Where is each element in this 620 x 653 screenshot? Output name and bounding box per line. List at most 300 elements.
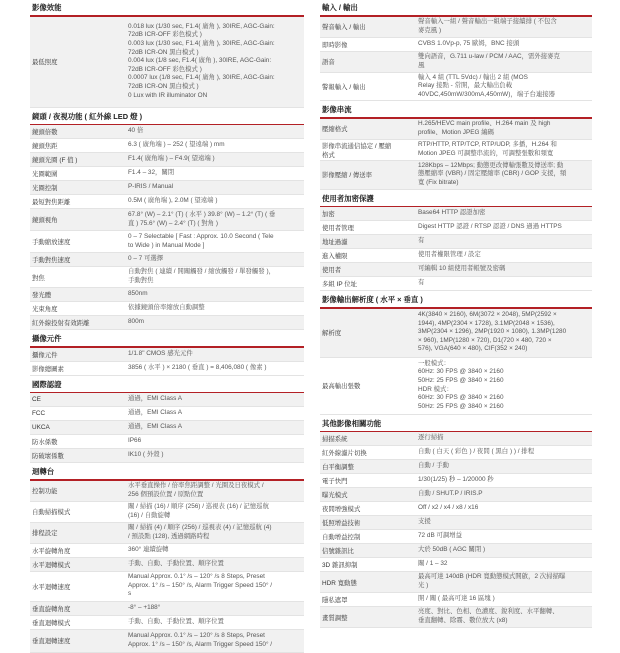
spec-label-text: 使用者	[322, 267, 342, 275]
spec-row	[320, 530, 592, 544]
spec-value	[126, 302, 304, 315]
spec-row	[30, 153, 304, 167]
spec-label-text: 排程設定	[32, 530, 58, 537]
spec-value-text: F1.4 – 32，關閉	[128, 169, 175, 177]
spec-value-text: -8° – +188°	[128, 603, 161, 611]
spec-row	[320, 488, 592, 502]
spec-value-text: 最高可達 140dB (HDR 寬動態模式開啟，2 次掃描曝 光 )	[418, 573, 566, 590]
spec-label-text: 鏡頭焦距	[32, 143, 58, 150]
spec-label-text: HDR 寬動態	[322, 579, 357, 587]
spec-row	[320, 516, 592, 530]
spec-label-text: 防水係數	[32, 439, 58, 446]
spec-label-text: 鏡頭光圈 (F 值 )	[32, 157, 78, 164]
spec-label-text: 最低照度	[32, 59, 58, 66]
spec-label-text: 白平衡調整	[322, 464, 354, 472]
spec-value-text: 0.5M ( 廣角端 ), 2.0M ( 望遠端 )	[128, 197, 218, 205]
spec-row	[30, 253, 304, 267]
spec-value-text: 3856 ( 水平 ) × 2180 ( 垂直 ) = 8,406,080 ( 像素 )	[128, 363, 267, 371]
spec-row	[30, 523, 304, 544]
spec-value-text: 有	[418, 279, 425, 287]
spec-label-text: 3D 雜訊抑制	[322, 562, 358, 570]
spec-label	[320, 249, 416, 262]
spec-value-text: CVBS 1.0Vp-p, 75 歐姆，BNC 接頭	[418, 39, 520, 47]
spec-row	[30, 602, 304, 616]
spec-value-text: Manual Approx. 0.1° /s – 120° /s 8 Steps, Preset Approx. 1° /s – 150° /s, Alarm Trigger Speed 150° /	[128, 631, 273, 648]
spec-row	[30, 125, 304, 139]
spec-label	[30, 209, 126, 230]
spec-value-text: 一般模式： 60Hz: 30 FPS @ 3840 × 2160 50Hz: 25 FPS @ 3840 × 2160 HDR 模式： 60Hz: 30 FPS @ 3840 × 2160 50Hz: 25 FPS @ 3840 × 2160	[418, 359, 504, 410]
spec-label-text: 鏡頭倍數	[32, 129, 58, 136]
spec-value	[416, 235, 592, 248]
spec-row	[30, 449, 304, 463]
spec-value-text: 依據鏡頭倍率縮放自動調整	[128, 304, 205, 312]
spec-value	[126, 139, 304, 152]
spec-label-text: 加密	[322, 211, 335, 219]
spec-row	[30, 209, 304, 231]
spec-label	[320, 207, 416, 220]
spec-label	[320, 432, 416, 445]
spec-value	[416, 530, 592, 543]
spec-value	[126, 231, 304, 252]
spec-value-text: 開 / 關 ( 最高可達 16 區塊 )	[418, 595, 495, 603]
spec-value	[416, 544, 592, 557]
spec-label	[30, 481, 126, 501]
spec-value-text: Digest HTTP 認證 / RTSP 認證 / DNS 過過 HTTPS	[418, 223, 562, 231]
spec-value	[126, 616, 304, 629]
spec-row	[320, 235, 592, 249]
spec-label-text: 壓縮格式	[322, 126, 348, 134]
section-title: 使用者加密保護	[322, 193, 374, 203]
spec-value-text: P-IRIS / Manual	[128, 183, 174, 191]
spec-label-text: 聲音輸入 / 輸出	[322, 24, 366, 31]
spec-value-text: 手動、自動、手動位置、順序位置	[128, 617, 224, 625]
spec-label-text: 水平迴轉模式	[32, 561, 71, 569]
spec-row	[30, 195, 304, 209]
spec-row	[30, 167, 304, 181]
spec-row	[30, 481, 304, 502]
spec-value-text: 手動、自動、手動位置、順序位置	[128, 559, 224, 567]
spec-label-text: 曝光模式	[322, 492, 348, 500]
spec-label	[320, 309, 416, 357]
spec-label-text: 對焦	[32, 274, 45, 282]
spec-value	[416, 488, 592, 501]
spec-value-text: 850nm	[128, 290, 148, 298]
spec-label	[30, 558, 126, 571]
spec-label	[30, 316, 126, 329]
spec-label	[320, 52, 416, 72]
spec-value	[416, 221, 592, 234]
spec-label	[320, 558, 416, 571]
spec-value	[126, 393, 304, 406]
spec-value	[126, 167, 304, 180]
section-title: 輸入 / 輸出	[322, 3, 358, 12]
spec-value-text: H.265/HEVC main profile、H.264 main 及 high profile、Motion JPEG 編碼	[418, 120, 551, 136]
spec-label-text: 地址過濾	[322, 239, 348, 247]
spec-label-text: 影像壓縮 / 傳送率	[322, 172, 373, 180]
spec-value	[416, 607, 592, 627]
spec-label-text: FCC	[32, 410, 46, 417]
spec-value	[126, 153, 304, 166]
spec-label-text: 攝像元件	[32, 351, 58, 359]
spec-value	[126, 209, 304, 230]
spec-value	[416, 309, 592, 357]
spec-label-text: 警報輸入 / 輸出	[322, 83, 366, 91]
spec-value	[416, 446, 592, 459]
spec-value-text: 67.8° (W) – 2.1° (T) ( 水平 ) 39.8° (W) – 1.2° (T) ( 垂 直 ) 75.6° (W) – 2.4° (T) ( 對角 )	[128, 210, 276, 227]
spec-value-text: 關 / 掃描 (4) / 順序 (256) / 巡視表 (4) / 記憶巡航 (4) / 預設點 (128), 透過網路時程	[128, 523, 272, 540]
spec-value	[126, 288, 304, 301]
spec-label-text: 語音	[322, 59, 335, 66]
spec-value	[126, 523, 304, 543]
spec-label	[30, 153, 126, 166]
spec-value	[126, 602, 304, 615]
spec-label-text: 紅外線濾片切換	[322, 450, 367, 458]
spec-value	[416, 474, 592, 487]
spec-value-text: 通過，EMI Class A	[128, 409, 182, 417]
section-title: 影像輸出解析度 ( 水平 × 垂直 )	[322, 295, 423, 305]
spec-label	[320, 572, 416, 592]
spec-label-text: 隱私遮罩	[322, 597, 348, 605]
spec-value-text: 800m	[128, 318, 144, 326]
spec-label-text: 紅外線投射有效距離	[32, 320, 90, 327]
spec-label	[320, 544, 416, 557]
spec-value-text: 輸入 4 組 (TTL 5Vdc) / 輸出 2 組 (MOS Relay 接點 - 常開，最大輸出負載 40VDC,450mW/300mA,450mW)，端子台連接器	[418, 73, 556, 98]
spec-label-text: 自動增益控制	[322, 534, 361, 542]
spec-row	[30, 616, 304, 630]
spec-row	[30, 630, 304, 653]
spec-label	[30, 253, 126, 266]
spec-row	[320, 52, 592, 73]
spec-label	[320, 263, 416, 276]
spec-value	[126, 558, 304, 571]
spec-row	[320, 249, 592, 263]
spec-value	[416, 516, 592, 529]
spec-label	[30, 181, 126, 194]
spec-row	[30, 407, 304, 421]
spec-label	[30, 139, 126, 152]
spec-label	[320, 161, 416, 189]
spec-value	[126, 630, 304, 652]
left-column	[30, 0, 304, 653]
spec-row	[30, 502, 304, 523]
spec-label-text: 光圈範圍	[32, 171, 58, 178]
spec-value	[126, 362, 304, 375]
spec-label	[30, 630, 126, 652]
spec-value-text: 1/1.8" CMOS 感光元件	[128, 349, 193, 357]
spec-label-text: 使用者管理	[322, 225, 354, 233]
spec-label	[30, 267, 126, 287]
spec-row	[30, 348, 304, 362]
spec-label-text: 水平旋轉角度	[32, 547, 71, 555]
spec-label-text: 最高輸出張數	[322, 383, 361, 391]
spec-value-text: 1/30(1/25) 秒 – 1/20000 秒	[418, 476, 494, 484]
spec-row	[30, 288, 304, 302]
spec-row	[320, 593, 592, 607]
spec-label	[30, 544, 126, 557]
spec-value-text: 逐行掃描	[418, 434, 444, 442]
spec-label	[30, 435, 126, 448]
spec-value	[416, 558, 592, 571]
spec-label-text: 最短對焦距離	[32, 199, 71, 206]
spec-value-text: IP66	[128, 437, 142, 445]
spec-value-text: 大於 50dB ( AGC 關閉 )	[418, 546, 486, 554]
spec-row	[30, 316, 304, 330]
spec-label-text: 進入權限	[322, 253, 348, 261]
spec-value-text: 支援	[418, 518, 431, 526]
spec-label	[320, 358, 416, 414]
spec-label-text: 信號雜訊比	[322, 548, 354, 556]
spec-row	[320, 73, 592, 102]
spec-value	[416, 358, 592, 414]
spec-value	[416, 73, 592, 101]
spec-value	[126, 407, 304, 420]
spec-value	[416, 249, 592, 262]
spec-label	[30, 602, 126, 615]
spec-value	[126, 481, 304, 501]
section-title: 國際認證	[32, 379, 62, 389]
spec-value	[126, 435, 304, 448]
spec-label	[30, 572, 126, 601]
spec-value-text: 亮度、對比、色相、色濃度、銳利度、水平翻轉、 垂直翻轉、除霧、數位放大 (x8)	[418, 608, 559, 625]
spec-label-text: 畫質調整	[322, 614, 348, 622]
spec-label	[320, 235, 416, 248]
spec-value-text: 72 dB 可調增益	[418, 532, 463, 540]
spec-label-text: 發光體	[32, 292, 52, 299]
spec-row	[30, 181, 304, 195]
spec-label	[30, 407, 126, 420]
spec-label-text: 自動掃描模式	[32, 509, 71, 516]
spec-label	[320, 38, 416, 51]
spec-label	[30, 231, 126, 252]
spec-label	[320, 119, 416, 139]
spec-value-text: RTP/HTTP, RTP/TCP, RTP/UDP, 多播，H.264 和 Motion JPEG 可調整串流的，可調整張數和頻寬	[418, 141, 557, 157]
spec-value-text: IK10 ( 外殼 )	[128, 451, 164, 459]
spec-value-text: 6.3 ( 廣角端 ) – 252 ( 望遠端 ) mm	[128, 141, 225, 149]
spec-row	[320, 309, 592, 358]
spec-label	[30, 421, 126, 434]
spec-value	[416, 52, 592, 72]
spec-label	[320, 488, 416, 501]
spec-value	[126, 181, 304, 194]
spec-value-text: 通過，EMI Class A	[128, 423, 182, 431]
right-column	[320, 0, 592, 628]
spec-value-text: Base64 HTTP 認證加密	[418, 209, 486, 217]
spec-label-text: 控制功能	[32, 488, 58, 495]
spec-label-text: 垂直迴轉速度	[32, 638, 71, 645]
spec-row	[320, 277, 592, 291]
spec-row	[320, 17, 592, 38]
spec-value	[416, 432, 592, 445]
spec-value-text: 0.018 lux (1/30 sec, F1.4( 廣角 ), 30IRE, AGC-Gain: 72dB ICR-OFF 彩色模式 ) 0.003 lux (1/30 sec, F1.4( 廣角 ), 30IRE, AGC-Gain: 72dB ICR-ON 黑白模式 ) 0.004 lux (1/8 sec, F1.4( 廣角 ), 30IRE, AGC-Gain: 72dB ICR-OFF 彩色模式 ) 0.0007 lux (1/8 sec, F1.4( 廣角 ), 30IRE, AGC-Gain: 72dB ICR-ON 黑白模式 ) 0 Lux with IR illuminator ON	[128, 22, 275, 99]
spec-value-text: 可編輯 10 組使用者帳號及密碼	[418, 265, 506, 273]
spec-row	[320, 140, 592, 161]
spec-row	[30, 393, 304, 407]
spec-value	[126, 544, 304, 557]
spec-value	[126, 421, 304, 434]
spec-value-text: 雙向語音，G.711 u-law / PCM / AAC，需外接麥克 風	[418, 52, 560, 69]
spec-row	[320, 161, 592, 190]
spec-label	[320, 17, 416, 37]
spec-label-text: 影像串流通信協定 / 壓縮 格式	[322, 142, 392, 159]
spec-value-text: Off / x2 / x4 / x8 / x16	[418, 504, 479, 512]
spec-label-text: 水平迴轉速度	[32, 583, 71, 591]
section-title: 迴轉台	[32, 467, 55, 476]
spec-label	[320, 474, 416, 487]
spec-value-text: 有	[418, 237, 425, 245]
spec-value-text: 0 – 7 Selectable [ Fast : Approx. 10.0 Second ( Tele to Wide ) in Manual Mode ]	[128, 232, 274, 249]
spec-value	[416, 502, 592, 515]
spec-label	[30, 195, 126, 208]
spec-label	[320, 140, 416, 160]
spec-label-text: 手動縮放速度	[32, 239, 71, 246]
spec-value-text: 360° 連續旋轉	[128, 545, 169, 553]
spec-label	[320, 221, 416, 234]
spec-value	[416, 593, 592, 606]
spec-row	[30, 544, 304, 558]
spec-label	[320, 530, 416, 543]
spec-value	[416, 460, 592, 473]
spec-row	[320, 544, 592, 558]
spec-label	[30, 288, 126, 301]
spec-value-text: Manual Approx. 0.1° /s – 120° /s 8 Steps, Preset Approx. 1° /s – 150° /s, Alarm Trigger Speed 150° / s	[128, 573, 273, 598]
spec-row	[320, 572, 592, 593]
spec-label-text: 解析度	[322, 330, 342, 338]
spec-row	[320, 502, 592, 516]
spec-label	[30, 502, 126, 522]
spec-value-text: 使用者權限管理 / 設定	[418, 251, 481, 259]
spec-value-text: 關 / 1 – 32	[418, 560, 448, 568]
spec-row	[30, 558, 304, 572]
spec-value	[126, 125, 304, 138]
spec-value-text: 自動對焦 ( 連續 / 開關觸發 / 縮放觸發 / 單發觸發 )， 手動對焦	[128, 268, 275, 284]
spec-label-text: 低照增益技術	[322, 520, 361, 528]
section-title: 影像效能	[32, 3, 62, 12]
spec-label	[30, 17, 126, 107]
spec-row	[30, 435, 304, 449]
spec-value-text: 關 / 掃描 (16) / 順序 (256) / 巡視表 (16) / 記憶巡航 (16) / 自動旋轉	[128, 502, 269, 519]
spec-row	[30, 572, 304, 602]
spec-label	[30, 362, 126, 375]
spec-label-text: 多組 IP 位址	[322, 281, 358, 289]
spec-label	[320, 607, 416, 627]
spec-label-text: 垂直旋轉角度	[32, 605, 71, 613]
spec-row	[320, 221, 592, 235]
spec-row	[30, 421, 304, 435]
spec-value	[126, 449, 304, 462]
spec-label	[320, 446, 416, 459]
spec-value-text: 自動 ( 白天 ( 彩色 ) / 夜間 ( 黑白 ) ) / 排程	[418, 448, 535, 456]
spec-value	[126, 195, 304, 208]
spec-value	[416, 263, 592, 276]
spec-label	[320, 593, 416, 606]
spec-value-text: 通過，EMI Class A	[128, 395, 182, 403]
spec-value	[416, 17, 592, 37]
spec-label-text: 光圈控制	[32, 185, 58, 192]
spec-label	[30, 348, 126, 361]
spec-label	[30, 302, 126, 315]
spec-label-text: 夜間增強模式	[322, 506, 361, 514]
spec-row	[320, 446, 592, 460]
spec-row	[320, 38, 592, 52]
spec-value	[416, 161, 592, 189]
spec-label-text: 防破壞係數	[32, 453, 64, 460]
spec-label	[30, 167, 126, 180]
spec-row	[320, 358, 592, 415]
spec-label	[30, 393, 126, 406]
spec-value-text: 自動 / SHUT.P / IRIS.P	[418, 490, 483, 498]
spec-row	[30, 139, 304, 153]
spec-row	[30, 267, 304, 288]
spec-value	[126, 316, 304, 329]
spec-row	[320, 432, 592, 446]
spec-value	[126, 267, 304, 287]
section-title: 其他影像相關功能	[322, 418, 382, 428]
spec-value-text: 自動 / 手動	[418, 462, 449, 470]
spec-value	[416, 38, 592, 51]
spec-value	[416, 572, 592, 592]
spec-label-text: 手動對焦速度	[32, 257, 71, 264]
spec-label	[30, 616, 126, 629]
spec-row	[320, 119, 592, 140]
spec-value-text: 聲音輸入一組 / 聲音輸出一組端子接續排 ( 不包含 麥克風 )	[418, 17, 557, 34]
section-title: 影像串流	[322, 105, 352, 115]
spec-label	[30, 523, 126, 543]
spec-value	[416, 207, 592, 220]
spec-row	[320, 460, 592, 474]
spec-label	[320, 502, 416, 515]
spec-label	[320, 73, 416, 101]
spec-label	[320, 516, 416, 529]
spec-value-text: 40 倍	[128, 127, 144, 135]
spec-value-text: F1.4( 廣角端 ) – F4.9( 望遠端 )	[128, 155, 215, 163]
spec-value	[126, 502, 304, 522]
spec-row	[320, 474, 592, 488]
spec-value-text: 128Kbps – 12Mbps; 動態更改傳輸張數及傳送率; 動 態壓縮率 (VBR) / 固定壓縮率 (CBR) / GOP 支援，頻 寬 (Fix bitrate)	[418, 161, 567, 186]
spec-label-text: 電子快門	[322, 478, 348, 486]
spec-value	[416, 140, 592, 160]
spec-value	[126, 348, 304, 361]
spec-label	[30, 125, 126, 138]
spec-value	[126, 253, 304, 266]
spec-label	[320, 460, 416, 473]
spec-value	[416, 277, 592, 290]
spec-value-text: 0 – 7 可選擇	[128, 255, 164, 263]
spec-row	[30, 362, 304, 376]
spec-value	[126, 572, 304, 601]
spec-value	[126, 17, 304, 107]
spec-label	[30, 449, 126, 462]
spec-row	[30, 231, 304, 253]
spec-row	[30, 17, 304, 108]
spec-row	[320, 207, 592, 221]
spec-row	[320, 263, 592, 277]
section-title: 攝像元件	[32, 334, 62, 343]
spec-value	[416, 119, 592, 139]
section-title: 鏡頭 / 夜視功能 ( 紅外線 LED 燈 )	[32, 111, 143, 121]
spec-row	[320, 558, 592, 572]
spec-label-text: CE	[32, 396, 41, 403]
spec-label-text: 掃描系統	[322, 436, 348, 444]
spec-row	[30, 302, 304, 316]
spec-label-text: 影像總圖素	[32, 365, 64, 373]
spec-label-text: 光束角度	[32, 306, 58, 313]
spec-label-text: 垂直迴轉模式	[32, 619, 71, 627]
spec-row	[320, 607, 592, 628]
spec-label-text: 鏡頭視角	[32, 217, 58, 224]
spec-value-text: 水平垂直操作 / 倍率焦距調整 / 光圈及日夜模式 / 256 個預設位置 / 原點位置	[128, 481, 264, 498]
spec-value-text: 4K(3840 × 2160), 6M(3072 × 2048), 5MP(2592 × 1944), 4MP(2304 × 1728), 3.1MP(2048 × 1536), 3MP(2304 × 1296), 2MP(1920 × 1080), 1.3MP(1280 × 960), 1MP(1280 × 720), D1(720 × 480, 720 × 576), VGA(640 × 480), CIF(352 × 240)	[418, 311, 567, 353]
spec-label-text: UKCA	[32, 424, 50, 431]
